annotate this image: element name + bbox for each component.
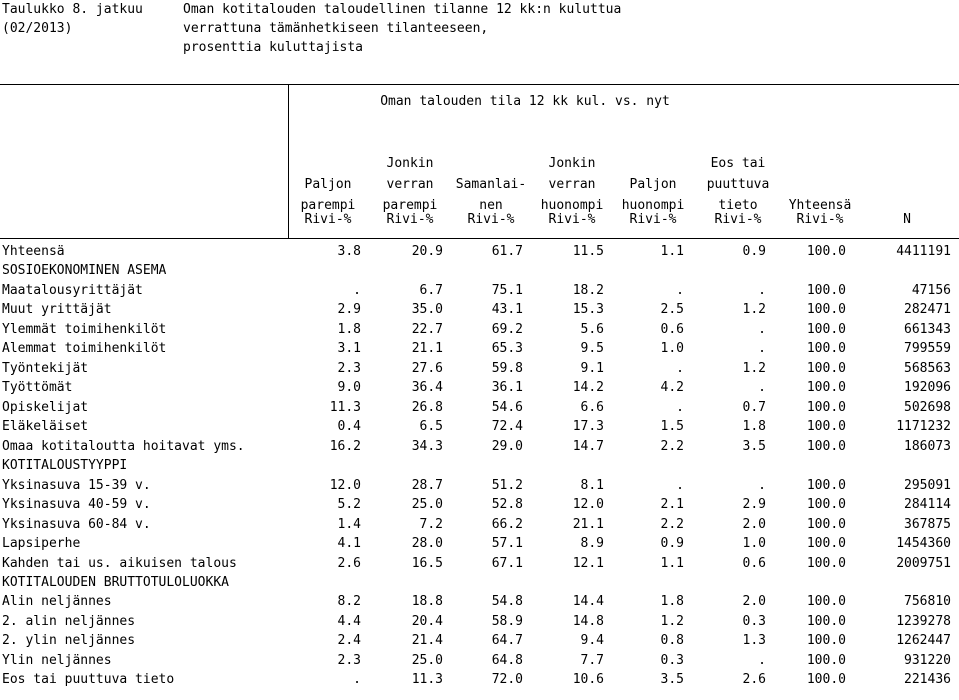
cell-value: 3.5 <box>660 672 684 688</box>
column-header-line: parempi <box>382 198 438 213</box>
cell-value: 0.8 <box>660 633 684 649</box>
cell-value: 4.4 <box>337 613 361 629</box>
cell-value: 0.9 <box>742 244 766 259</box>
column-header-line <box>866 132 948 153</box>
row-label: Työttömät <box>2 380 73 396</box>
cell-n: 1171232 <box>896 419 951 435</box>
cell-value: 69.2 <box>491 321 523 337</box>
cell-n: 4411191 <box>896 244 951 259</box>
cell-value: 100.0 <box>806 594 846 610</box>
cell-value: 100.0 <box>806 302 846 318</box>
cell-value: 58.9 <box>491 613 523 629</box>
column-header-line: tieto <box>718 198 758 213</box>
cell-value: 0.6 <box>660 321 684 337</box>
column-header-line <box>866 153 948 174</box>
cell-value: 100.0 <box>806 244 846 259</box>
column-header-line: Eos tai <box>710 156 766 171</box>
table-row <box>0 495 959 514</box>
cell-value: 100.0 <box>806 282 846 298</box>
cell-value: 100.0 <box>806 477 846 493</box>
table-row <box>0 300 959 319</box>
table-title-line: Oman kotitalouden taloudellinen tilanne 12 kk:n kuluttua <box>183 2 622 17</box>
cell-value: 100.0 <box>806 497 846 513</box>
cell-value: 1.2 <box>742 360 766 376</box>
cell-n: 2009751 <box>896 555 951 571</box>
cell-value: 9.0 <box>337 380 361 396</box>
cell-value: 8.9 <box>580 536 604 552</box>
cell-value: 100.0 <box>806 419 846 435</box>
cell-n: 1262447 <box>896 633 951 649</box>
cell-value: 12.0 <box>572 497 604 513</box>
column-header-line: verran <box>386 177 434 192</box>
cell-n: 221436 <box>904 672 951 688</box>
row-label: Eos tai puuttuva tieto <box>2 672 175 688</box>
cell-n: 661343 <box>904 321 951 337</box>
table-row <box>0 534 959 553</box>
cell-value: 64.7 <box>491 633 523 649</box>
cell-value: 25.0 <box>411 497 443 513</box>
cell-n: 47156 <box>911 282 951 298</box>
cell-value: 16.5 <box>411 555 443 571</box>
column-header-line: Jonkin <box>548 156 596 171</box>
cell-value: 100.0 <box>806 633 846 649</box>
cell-n: 756810 <box>904 594 951 610</box>
table-row <box>0 339 959 358</box>
column-unit: Rivi-% <box>629 212 677 227</box>
table-row <box>0 554 959 573</box>
cell-value: 1.1 <box>660 555 684 571</box>
cell-value: 36.4 <box>411 380 443 396</box>
column-header <box>697 132 779 216</box>
column-header-line: Jonkin <box>386 156 434 171</box>
row-label: Yksinasuva 60-84 v. <box>2 516 151 532</box>
table-row <box>0 320 959 339</box>
column-unit: Rivi-% <box>548 212 596 227</box>
row-label: Alin neljännes <box>2 594 112 610</box>
column-header-line: Paljon <box>304 177 352 192</box>
cell-value: 3.5 <box>742 438 766 454</box>
cell-value: 28.7 <box>411 477 443 493</box>
row-label: Ylin neljännes <box>2 652 112 668</box>
cell-value: 0.6 <box>742 555 766 571</box>
column-header-line <box>779 132 861 153</box>
cell-value: 2.9 <box>742 497 766 513</box>
cell-value: 20.9 <box>411 244 443 259</box>
cell-value: . <box>353 672 361 688</box>
table-row <box>0 515 959 534</box>
table-title-line: verrattuna tämänhetkiseen tilanteeseen, <box>183 21 489 36</box>
cell-n: 186073 <box>904 438 951 454</box>
cell-value: 2.1 <box>660 497 684 513</box>
cell-n: 282471 <box>904 302 951 318</box>
row-label: Eläkeläiset <box>2 419 89 435</box>
cell-value: 20.4 <box>411 613 443 629</box>
cell-value: 100.0 <box>806 555 846 571</box>
cell-value: 100.0 <box>806 360 846 376</box>
column-unit: N <box>903 212 911 227</box>
cell-value: 21.4 <box>411 633 443 649</box>
cell-value: 100.0 <box>806 672 846 688</box>
cell-value: 1.5 <box>660 419 684 435</box>
row-label: Kahden tai us. aikuisen talous <box>2 555 237 571</box>
table-row <box>0 437 959 456</box>
cell-value: 2.3 <box>337 360 361 376</box>
cell-n: 192096 <box>904 380 951 396</box>
cell-value: 4.2 <box>660 380 684 396</box>
cell-value: 1.3 <box>742 633 766 649</box>
column-header-line <box>287 132 369 153</box>
cell-value: 27.6 <box>411 360 443 376</box>
cell-value: 2.9 <box>337 302 361 318</box>
table-row <box>0 476 959 495</box>
cell-value: 100.0 <box>806 652 846 668</box>
table-row <box>0 456 959 475</box>
cell-value: 72.0 <box>491 672 523 688</box>
cell-value: 6.5 <box>419 419 443 435</box>
table-row <box>0 359 959 378</box>
cell-value: 10.6 <box>572 672 604 688</box>
cell-value: 1.2 <box>660 613 684 629</box>
cell-value: 1.2 <box>742 302 766 318</box>
table-row <box>0 398 959 417</box>
cell-value: 61.7 <box>491 244 523 259</box>
row-label: Yksinasuva 40-59 v. <box>2 497 151 513</box>
column-header-line <box>287 153 369 174</box>
cell-value: 64.8 <box>491 652 523 668</box>
table-row <box>0 670 959 689</box>
cell-value: 12.0 <box>329 477 361 493</box>
cell-value: 2.6 <box>337 555 361 571</box>
column-header-line <box>531 132 613 153</box>
cell-value: 100.0 <box>806 321 846 337</box>
cell-value: . <box>758 652 766 668</box>
column-unit: Rivi-% <box>304 212 352 227</box>
cell-value: 14.8 <box>572 613 604 629</box>
row-label: KOTITALOUDEN BRUTTOTULOLUOKKA <box>2 574 229 590</box>
column-unit: Rivi-% <box>467 212 515 227</box>
cell-value: 18.8 <box>411 594 443 610</box>
cell-value: 11.3 <box>411 672 443 688</box>
cell-value: 28.0 <box>411 536 443 552</box>
column-header-line: puuttuva <box>706 177 770 192</box>
column-header-line: huonompi <box>621 198 685 213</box>
cell-value: . <box>758 321 766 337</box>
cell-value: 8.1 <box>580 477 604 493</box>
cell-value: 100.0 <box>806 399 846 415</box>
cell-value: . <box>758 341 766 357</box>
cell-value: 15.3 <box>572 302 604 318</box>
cell-value: 4.1 <box>337 536 361 552</box>
column-header <box>779 132 861 216</box>
cell-value: 100.0 <box>806 516 846 532</box>
cell-value: 1.8 <box>660 594 684 610</box>
cell-value: 0.7 <box>742 399 766 415</box>
cell-value: . <box>676 399 684 415</box>
column-header-line: verran <box>548 177 596 192</box>
table-row <box>0 378 959 397</box>
column-header-line: parempi <box>300 198 356 213</box>
cell-value: 25.0 <box>411 652 443 668</box>
row-label: Maatalousyrittäjät <box>2 282 143 298</box>
table-row <box>0 631 959 650</box>
cell-value: 100.0 <box>806 536 846 552</box>
column-header-line <box>612 153 694 174</box>
cell-value: 0.9 <box>660 536 684 552</box>
cell-value: 0.3 <box>742 613 766 629</box>
cell-value: 21.1 <box>411 341 443 357</box>
table-number <box>2 0 143 38</box>
cell-value: 18.2 <box>572 282 604 298</box>
table-body <box>0 242 959 690</box>
cell-value: 22.7 <box>411 321 443 337</box>
cell-value: 14.2 <box>572 380 604 396</box>
cell-value: 8.2 <box>337 594 361 610</box>
cell-value: 2.6 <box>742 672 766 688</box>
table-date-line: (02/2013) <box>2 21 73 36</box>
cell-value: 57.1 <box>491 536 523 552</box>
row-label: Yksinasuva 15-39 v. <box>2 477 151 493</box>
column-header-line <box>866 174 948 195</box>
cell-n: 799559 <box>904 341 951 357</box>
cell-value: . <box>758 282 766 298</box>
column-header-line <box>779 153 861 174</box>
cell-n: 295091 <box>904 477 951 493</box>
row-label: 2. ylin neljännes <box>2 633 136 649</box>
column-header-line <box>450 132 532 153</box>
cell-value: 54.8 <box>491 594 523 610</box>
cell-value: 35.0 <box>411 302 443 318</box>
table-row <box>0 612 959 631</box>
cell-value: 2.0 <box>742 594 766 610</box>
cell-value: 1.0 <box>660 341 684 357</box>
cell-value: . <box>758 380 766 396</box>
cell-value: . <box>676 477 684 493</box>
row-label: Muut yrittäjät <box>2 302 112 318</box>
table-row <box>0 242 959 261</box>
cell-value: 54.6 <box>491 399 523 415</box>
cell-value: 14.4 <box>572 594 604 610</box>
column-unit: Rivi-% <box>386 212 434 227</box>
cell-n: 1239278 <box>896 613 951 629</box>
row-label: Työntekijät <box>2 360 89 376</box>
cell-value: 9.5 <box>580 341 604 357</box>
table-row <box>0 417 959 436</box>
cell-value: 65.3 <box>491 341 523 357</box>
cell-value: 21.1 <box>572 516 604 532</box>
column-header <box>287 132 369 216</box>
table-row <box>0 281 959 300</box>
cell-value: 1.1 <box>660 244 684 259</box>
table-title-line: prosenttia kuluttajista <box>183 40 364 55</box>
cell-value: 100.0 <box>806 380 846 396</box>
row-label: Opiskelijat <box>2 399 89 415</box>
cell-value: 26.8 <box>411 399 443 415</box>
row-label: Yhteensä <box>2 244 65 259</box>
table-row <box>0 261 959 280</box>
column-header-line: Samanlai- <box>455 177 527 192</box>
column-header <box>612 132 694 216</box>
column-header-line: Yhteensä <box>788 198 852 213</box>
cell-value: 6.7 <box>419 282 443 298</box>
cell-value: 75.1 <box>491 282 523 298</box>
cell-n: 1454360 <box>896 536 951 552</box>
cell-value: 1.4 <box>337 516 361 532</box>
cell-value: 3.8 <box>337 244 361 259</box>
row-label: Omaa kotitaloutta hoitavat yms. <box>2 438 245 454</box>
table-row <box>0 651 959 670</box>
cell-value: 2.4 <box>337 633 361 649</box>
cell-value: 51.2 <box>491 477 523 493</box>
cell-value: . <box>676 282 684 298</box>
column-header <box>369 132 451 216</box>
cell-value: 17.3 <box>572 419 604 435</box>
cell-value: 2.2 <box>660 438 684 454</box>
cell-value: . <box>353 282 361 298</box>
cell-value: . <box>676 360 684 376</box>
column-header-line: huonompi <box>540 198 604 213</box>
column-header-line <box>779 174 861 195</box>
cell-value: 1.8 <box>337 321 361 337</box>
column-header-line <box>697 132 779 153</box>
row-label: Alemmat toimihenkilöt <box>2 341 167 357</box>
table-number-line: Taulukko 8. jatkuu <box>2 2 143 17</box>
row-label: Lapsiperhe <box>2 536 81 552</box>
table-title <box>183 0 621 57</box>
column-group-title: Oman talouden tila 12 kk kul. vs. nyt <box>380 94 670 109</box>
column-header <box>450 132 532 216</box>
row-label: Ylemmät toimihenkilöt <box>2 321 167 337</box>
table-row <box>0 573 959 592</box>
cell-value: 100.0 <box>806 341 846 357</box>
cell-value: 1.8 <box>742 419 766 435</box>
cell-value: 2.5 <box>660 302 684 318</box>
cell-value: 34.3 <box>411 438 443 454</box>
column-header-line <box>450 153 532 174</box>
cell-value: 1.0 <box>742 536 766 552</box>
column-unit: Rivi-% <box>714 212 762 227</box>
cell-value: 66.2 <box>491 516 523 532</box>
cell-value: 67.1 <box>491 555 523 571</box>
cell-n: 502698 <box>904 399 951 415</box>
cell-value: 5.2 <box>337 497 361 513</box>
cell-value: 2.0 <box>742 516 766 532</box>
cell-n: 568563 <box>904 360 951 376</box>
cell-value: 12.1 <box>572 555 604 571</box>
cell-value: 11.3 <box>329 399 361 415</box>
column-header-line <box>369 132 451 153</box>
cell-value: 6.6 <box>580 399 604 415</box>
column-header-line: nen <box>479 198 503 213</box>
cell-value: 52.8 <box>491 497 523 513</box>
cell-value: 100.0 <box>806 613 846 629</box>
cell-n: 284114 <box>904 497 951 513</box>
cell-value: 9.1 <box>580 360 604 376</box>
cell-value: 72.4 <box>491 419 523 435</box>
column-unit: Rivi-% <box>796 212 844 227</box>
cell-value: 29.0 <box>491 438 523 454</box>
cell-value: 3.1 <box>337 341 361 357</box>
cell-value: 2.3 <box>337 652 361 668</box>
cell-value: 0.3 <box>660 652 684 668</box>
column-header <box>531 132 613 216</box>
table-row <box>0 592 959 611</box>
row-label: 2. alin neljännes <box>2 613 136 629</box>
cell-value: 2.2 <box>660 516 684 532</box>
cell-value: . <box>758 477 766 493</box>
column-header-line <box>612 132 694 153</box>
cell-value: 59.8 <box>491 360 523 376</box>
cell-value: 43.1 <box>491 302 523 318</box>
table-caption <box>0 0 959 60</box>
cell-value: 14.7 <box>572 438 604 454</box>
cell-n: 367875 <box>904 516 951 532</box>
cell-value: 0.4 <box>337 419 361 435</box>
column-header <box>866 132 948 216</box>
cell-value: 9.4 <box>580 633 604 649</box>
cell-value: 16.2 <box>329 438 361 454</box>
row-label: KOTITALOUSTYYPPI <box>2 458 128 474</box>
row-label: SOSIOEKONOMINEN ASEMA <box>2 263 167 279</box>
cell-value: 7.2 <box>419 516 443 532</box>
cell-value: 36.1 <box>491 380 523 396</box>
cell-n: 931220 <box>904 652 951 668</box>
cell-value: 5.6 <box>580 321 604 337</box>
column-header-line: Paljon <box>629 177 677 192</box>
cell-value: 7.7 <box>580 652 604 668</box>
cell-value: 11.5 <box>572 244 604 259</box>
cell-value: 100.0 <box>806 438 846 454</box>
